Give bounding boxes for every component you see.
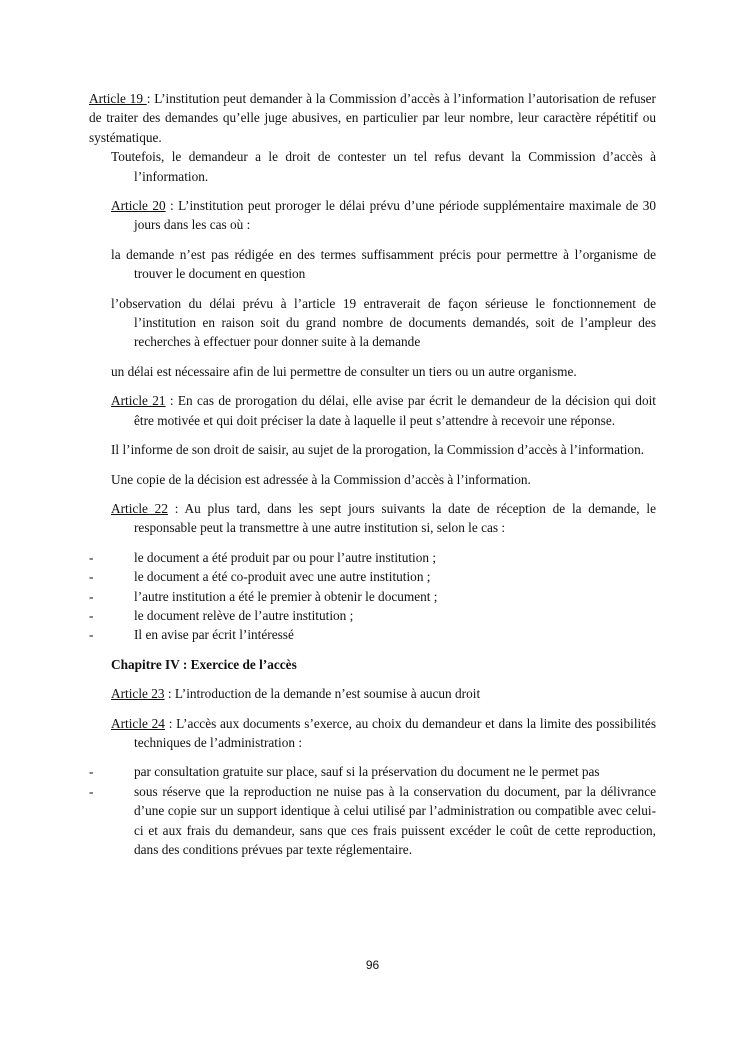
article-22-list [89, 548, 656, 645]
article-22 [89, 499, 656, 538]
article-20-case-3: un délai est nécessaire afin de lui permettre de consulter un tiers ou un autre organisme. [111, 363, 577, 379]
article-20-case-1: la demande n’est pas rédigée en des termes suffisamment précis pour permettre à l’organisme de trouver le document en question [111, 246, 656, 282]
copie-paragraph: Une copie de la décision est adressée à la Commission d’accès à l’information. [111, 471, 531, 487]
article-23 [89, 684, 656, 703]
article-23-label: Article 23 [111, 686, 165, 702]
article-22-label: Article 22 [111, 500, 168, 516]
article-20-text: : L’institution peut proroger le délai prévu d’une période supplémentaire maximale de 30 jours dans les cas où : [134, 198, 656, 233]
article-24-label: Article 24 [111, 715, 165, 731]
page-number: 96 [365, 958, 380, 972]
list-item: - l’autre institution a été le premier à obtenir le document ; [89, 587, 656, 606]
article-19-label: Article 19 [89, 91, 147, 106]
list-item: - sous réserve que la reproduction ne nuise pas à la conservation du document, par la délivrance d’une copie sur un support identique à celui utilisé par l’administration ou compatible avec celui-ci et aux frais du demandeur, sans que ces frais puissent excéder le coût de cette reproduction, dans des conditions prévues par texte réglementaire. [89, 782, 656, 860]
article-19-text: : L’institution peut demander à la Commission d’accès à l’information l’autorisation de refuser de traiter des demandes qu’elle juge abusives, en particulier par leur nombre, leur caractère répétitif ou systématique. [89, 91, 656, 145]
list-item: - le document a été produit par ou pour l’autre institution ; [89, 548, 656, 567]
list-item: - le document relève de l’autre institution ; [89, 606, 656, 625]
chapter-heading: Chapitre IV : Exercice de l’accès [111, 656, 297, 672]
article-24 [89, 714, 656, 753]
article-21 [89, 391, 656, 430]
article-20-label: Article 20 [111, 198, 166, 214]
article-21-text: : En cas de prorogation du délai, elle avise par écrit le demandeur de la décision qui doit être motivée et qui doit préciser la date à laquelle il peut s’attendre à recevoir une réponse. [134, 393, 656, 428]
toutefois-paragraph: Toutefois, le demandeur a le droit de contester un tel refus devant la Commission d’accès à l’information. [111, 149, 656, 184]
informe-paragraph: Il l’informe de son droit de saisir, au sujet de la prorogation, la Commission d’accès à l’information. [111, 442, 645, 458]
list-item: - Il en avise par écrit l’intéressé [89, 625, 656, 644]
article-20 [89, 196, 656, 235]
list-item: - le document a été co-produit avec une autre institution ; [89, 567, 656, 586]
article-20-case-2: l’observation du délai prévu à l’article 19 entraverait de façon sérieuse le fonctionnement de l’institution en raison soit du grand nombre de documents demandés, soit de l’ampleur des recherches à effectuer pour donner suite à la demande [111, 295, 656, 350]
article-24-list [89, 762, 656, 859]
list-item: - par consultation gratuite sur place, sauf si la préservation du document ne le permet pas [89, 762, 656, 781]
article-19 [89, 89, 656, 147]
article-23-text: : L’introduction de la demande n’est soumise à aucun droit [164, 686, 481, 702]
article-21-label: Article 21 [111, 393, 166, 409]
document-page [89, 89, 656, 859]
article-24-text: : L’accès aux documents s’exerce, au choix du demandeur et dans la limite des possibilités techniques de l’administration : [134, 715, 656, 750]
article-22-text: : Au plus tard, dans les sept jours suivants la date de réception de la demande, le responsable peut la transmettre à une autre institution si, selon le cas : [134, 500, 656, 536]
